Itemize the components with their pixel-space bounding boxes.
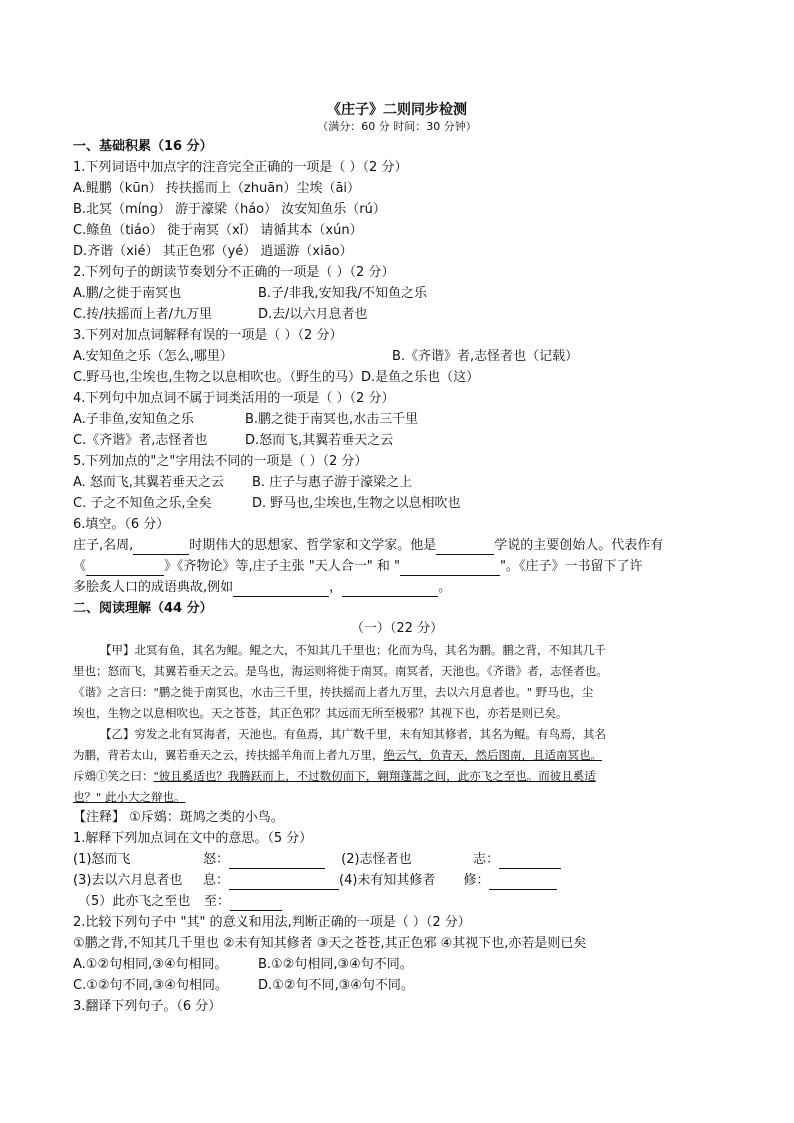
answer-blank[interactable]	[400, 561, 500, 576]
question-1-option-b: B.北冥（míng） 游于濠梁（háo） 汝安知鱼乐（rú）	[73, 202, 386, 217]
question-4-stem: 4.下列句中加点词不属于词类活用的一项是（ ）（2 分）	[73, 391, 395, 406]
item-prompt: 息：	[203, 873, 230, 888]
answer-blank[interactable]	[86, 561, 164, 576]
question-3-option-a: A.安知鱼之乐（怎么,哪里）	[73, 349, 233, 364]
reading-question-1-row	[73, 872, 557, 890]
question-6-stem: 6.填空。（6 分）	[73, 517, 170, 532]
underlined-sentence: 也？" 此小大之辩也。	[73, 790, 186, 804]
answer-blank[interactable]	[342, 582, 438, 597]
item-label: (2)志怪者也	[341, 852, 412, 867]
answer-blank[interactable]	[229, 854, 325, 869]
question-2-stem: 2.下列句子的朗读节奏划分不正确的一项是（ ）（2 分）	[73, 265, 395, 280]
answer-blank[interactable]	[230, 896, 282, 911]
fill-text: 》《齐物论》等,庄子主张 "天人合一" 和 "	[164, 559, 400, 574]
question-4-option-b: B.鹏之徙于南冥也,水击三千里	[245, 412, 419, 427]
annotation-note: 【注释】 ①斥鴳：斑鸠之类的小鸟。	[73, 810, 284, 825]
question-6-line-2	[73, 558, 642, 576]
question-5-option-a: A. 怒而飞,其翼若垂天之云	[73, 475, 225, 490]
passage-yi-line	[73, 746, 602, 764]
underlined-sentence: "彼且奚适也？我腾跃而上，不过数仞而下，翱翔蓬蒿之间，此亦飞之至也。而彼且奚适	[153, 769, 596, 783]
reading-question-2-option-d: D.①②句不同,③④句不同。	[258, 978, 414, 993]
question-6-line-1	[73, 537, 663, 555]
reading-question-2-items: ①鹏之背,不知其几千里也 ②未有知其修者 ③天之苍苍,其正色邪 ④其视下也,亦若是则已矣	[73, 936, 587, 951]
fill-text: 学说的主要创始人。代表作有	[494, 538, 664, 553]
passage-jia-line: 里也；怒而飞，其翼若垂天之云。是鸟也，海运则将徙于南冥。南冥者，天池也。《齐谐》者，志怪者也。	[73, 664, 608, 678]
question-2-option-d: D.去/以六月息者也	[258, 307, 368, 322]
section-heading-basics: 一、基础积累（16 分）	[73, 139, 213, 154]
fill-text: ，	[329, 580, 343, 595]
question-5-stem: 5.下列加点的"之"字用法不同的一项是（ ）（2 分）	[73, 454, 368, 469]
passage-yi-line	[73, 767, 596, 785]
fill-text: 多脍炙人口的成语典故,例如	[73, 580, 234, 595]
answer-blank[interactable]	[436, 540, 494, 555]
question-1-option-d: D.齐谐（xié） 其正色邪（yé） 逍遥游（xiāo）	[73, 244, 353, 259]
reading-question-2-option-c: C.①②句不同,③④句相同。	[73, 978, 228, 993]
question-5-option-c: C. 子之不知鱼之乐,全矣	[73, 496, 212, 511]
item-label: (4)未有知其修者	[339, 873, 436, 888]
question-3-option-cd: C.野马也,尘埃也,生物之以息相吹也。（野生的马）D.是鱼之乐也（这）	[73, 370, 480, 385]
reading-question-2-stem: 2.比较下列句子中 "其" 的意义和用法,判断正确的一项是（ ）（2 分）	[73, 915, 471, 930]
question-6-line-3	[73, 579, 451, 597]
question-4-option-c: C.《齐谐》者,志怪者也	[73, 433, 208, 448]
item-prompt: 怒：	[203, 852, 230, 867]
question-5-option-b: B. 庄子与惠子游于濠梁之上	[252, 475, 413, 490]
fill-text: 。	[438, 580, 452, 595]
question-2-option-b: B.子/非我,安知我/不知鱼之乐	[258, 286, 427, 301]
passage-text: 斥鴳①笑之曰：	[73, 769, 154, 783]
item-prompt: 修：	[463, 873, 490, 888]
passage-yi-line: 【乙】穷发之北有冥海者，天池也。有鱼焉，其广数千里，未有知其修者，其名为鲲。有鸟焉，其名	[100, 727, 606, 741]
question-1-option-c: C.鲦鱼（tiáo） 徙于南冥（xǐ） 请循其本（xún）	[73, 223, 363, 238]
fill-text: 《	[73, 559, 87, 574]
fill-text: 庄子,名周,	[73, 538, 134, 553]
question-5-option-d: D. 野马也,尘埃也,生物之以息相吹也	[252, 496, 461, 511]
answer-blank[interactable]	[133, 540, 189, 555]
reading-question-2-option-a: A.①②句相同,③④句相同。	[73, 957, 228, 972]
section-heading-reading: 二、阅读理解（44 分）	[73, 601, 213, 616]
answer-blank[interactable]	[499, 854, 561, 869]
reading-question-1-row	[78, 893, 282, 911]
passage-text: 为鹏，背若太山，翼若垂天之云，抟扶摇羊角而上者九万里，	[73, 748, 384, 762]
part-heading: （一）（22 分）	[350, 621, 444, 636]
item-prompt: 志：	[473, 852, 500, 867]
question-4-option-d: D.怒而飞,其翼若垂天之云	[245, 433, 394, 448]
fill-text: "。《庄子》一书留下了许	[499, 559, 643, 574]
passage-jia-line: 《谐》之言曰："鹏之徙于南冥也，水击三千里，抟扶摇而上者九万里，去以六月息者也。" 野马也，尘	[73, 685, 594, 699]
passage-jia-line: 埃也，生物之以息相吹也。天之苍苍，其正色邪？其远而无所至极邪？其视下也，亦若是则已矣。	[73, 706, 568, 720]
fill-text: 时期伟大的思想家、哲学家和文学家。他是	[189, 538, 437, 553]
passage-jia-line: 【甲】北冥有鱼，其名为鲲。鲲之大，不知其几千里也；化而为鸟，其名为鹏。鹏之背，不知其几千	[100, 643, 606, 657]
item-label: (1)怒而飞	[73, 852, 131, 867]
question-3-option-b: B.《齐谐》者,志怪者也（记载）	[392, 349, 579, 364]
question-1-option-a: A.鲲鹏（kūn） 抟扶摇而上（zhuān）尘埃（āi）	[73, 181, 361, 196]
question-2-option-c: C.抟/扶摇而上者/九万里	[73, 307, 212, 322]
answer-blank[interactable]	[489, 875, 557, 890]
underlined-sentence: 绝云气，负青天，然后图南，且适南冥也。	[383, 748, 602, 762]
item-prompt: 至：	[204, 894, 231, 909]
answer-blank[interactable]	[229, 875, 339, 890]
question-4-option-a: A.子非鱼,安知鱼之乐	[73, 412, 194, 427]
item-label: (3)去以六月息者也	[73, 873, 183, 888]
question-2-option-a: A.鹏/之徙于南冥也	[73, 286, 182, 301]
passage-yi-line	[73, 788, 185, 806]
reading-question-1-stem: 1.解释下列加点词在文中的意思。（5 分）	[73, 831, 313, 846]
reading-question-2-option-b: B.①②句相同,③④句不同。	[258, 957, 413, 972]
page-title: 《庄子》二则同步检测	[327, 102, 467, 118]
question-1-stem: 1.下列词语中加点字的注音完全正确的一项是（ ）（2 分）	[73, 160, 408, 175]
exam-meta: （满分：60 分 时间：30 分钟）	[317, 120, 477, 133]
reading-question-1-row	[73, 851, 561, 869]
reading-question-3-stem: 3.翻译下列句子。（6 分）	[73, 999, 222, 1014]
question-3-stem: 3.下列对加点词解释有误的一项是（ ）（2 分）	[73, 328, 343, 343]
answer-blank[interactable]	[233, 582, 329, 597]
item-label: （5）此亦飞之至也	[78, 894, 191, 909]
